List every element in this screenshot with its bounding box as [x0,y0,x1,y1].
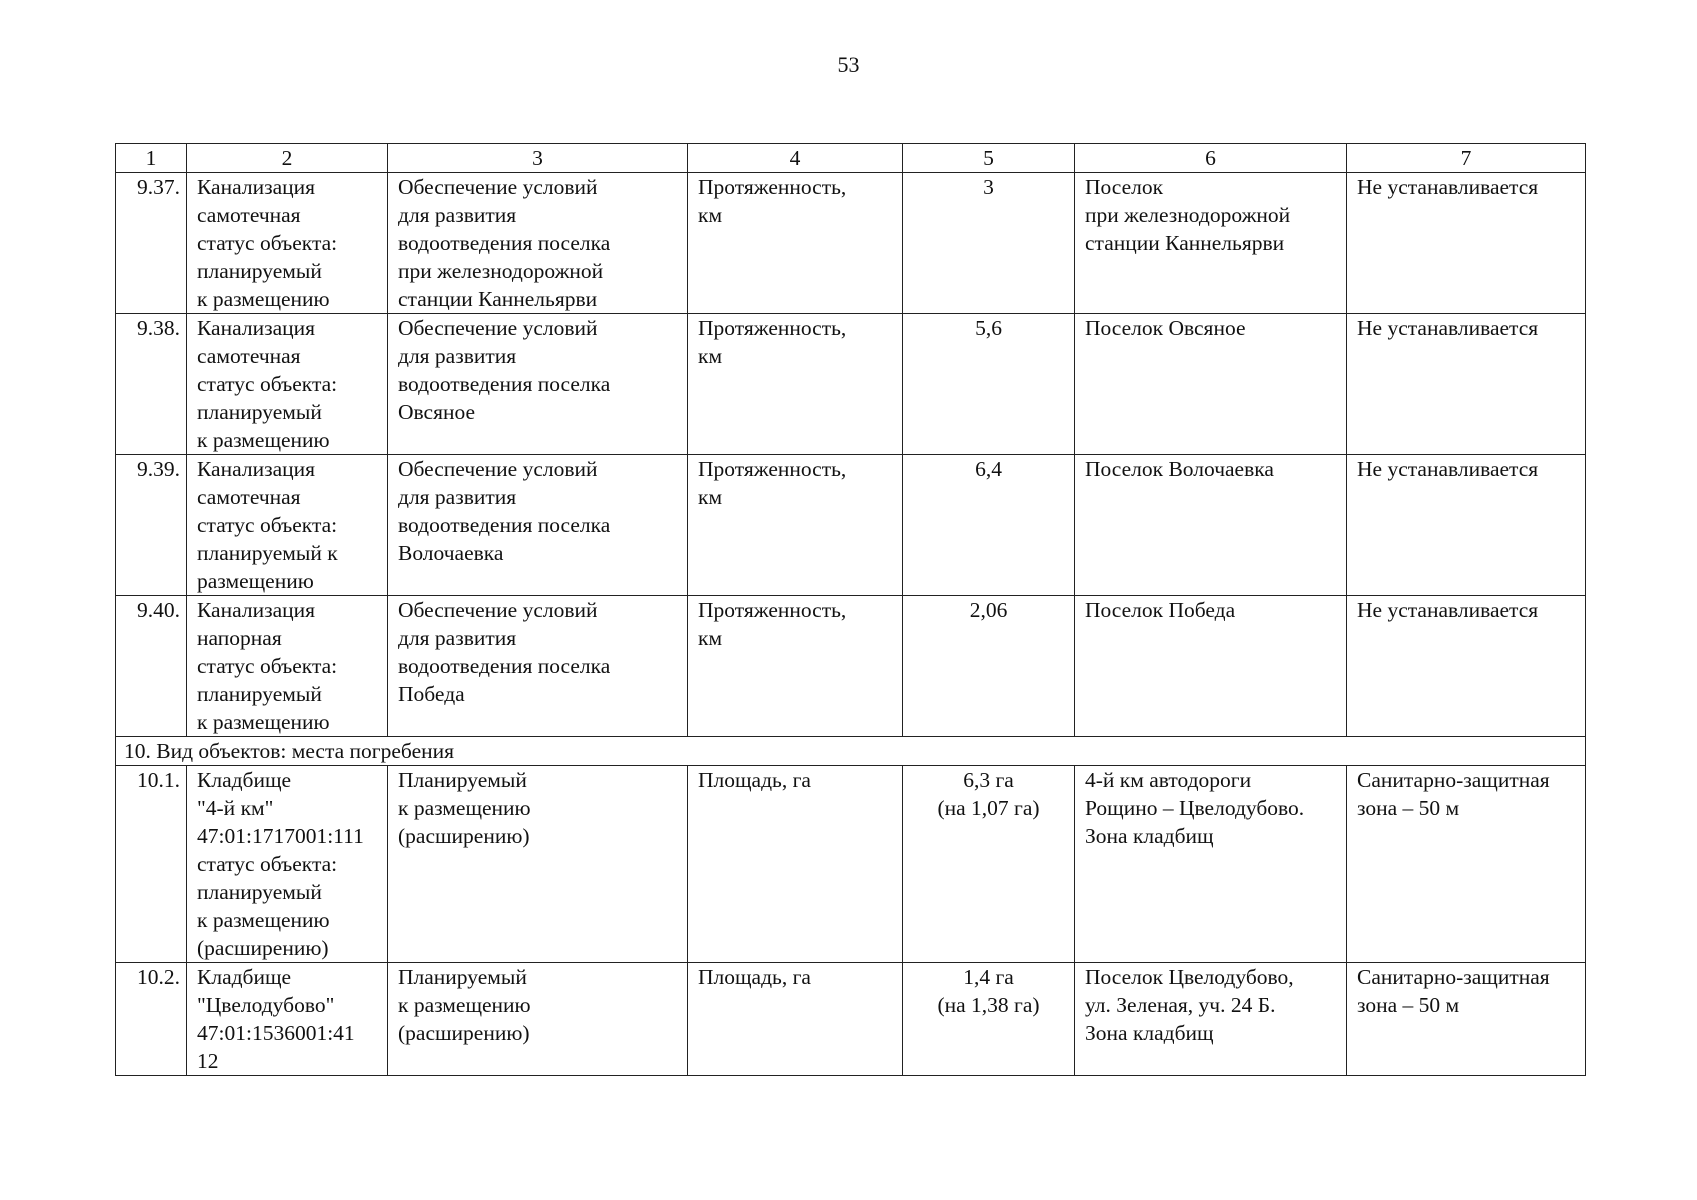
column-number-header: 7 [1347,144,1586,173]
value-cell: 6,3 га (на 1,07 га) [903,766,1075,963]
protection-zone-cell: Не устанавливается [1347,173,1586,314]
object-purpose-cell: Обеспечение условий для развития водоотведения поселка Волочаевка [388,455,688,596]
object-name-cell: Канализация самотечная статус объекта: планируемый к размещению [187,455,388,596]
characteristic-cell: Протяженность, км [688,314,903,455]
characteristic-cell: Протяженность, км [688,596,903,737]
column-number-header: 4 [688,144,903,173]
column-number-header: 1 [116,144,187,173]
column-number-header: 6 [1075,144,1347,173]
column-number-header: 3 [388,144,688,173]
object-name-cell: Канализация напорная статус объекта: планируемый к размещению [187,596,388,737]
object-purpose-cell: Обеспечение условий для развития водоотведения поселка Победа [388,596,688,737]
object-purpose-cell: Обеспечение условий для развития водоотведения поселка Овсяное [388,314,688,455]
object-purpose-cell: Обеспечение условий для развития водоотведения поселка при железнодорожной станции Каннельярви [388,173,688,314]
table-row [116,455,1586,596]
location-cell: Поселок Волочаевка [1075,455,1347,596]
row-number-cell: 9.40. [116,596,187,737]
table-row [116,173,1586,314]
table-row [116,766,1586,963]
value-cell: 2,06 [903,596,1075,737]
row-number-cell: 9.37. [116,173,187,314]
location-cell: Поселок при железнодорожной станции Каннельярви [1075,173,1347,314]
value-cell: 6,4 [903,455,1075,596]
object-purpose-cell: Планируемый к размещению (расширению) [388,766,688,963]
protection-zone-cell: Санитарно-защитная зона – 50 м [1347,963,1586,1076]
location-cell: Поселок Цвелодубово, ул. Зеленая, уч. 24 Б. Зона кладбищ [1075,963,1347,1076]
characteristic-cell: Протяженность, км [688,455,903,596]
location-cell: 4-й км автодороги Рощино – Цвелодубово. Зона кладбищ [1075,766,1347,963]
column-number-header: 2 [187,144,388,173]
row-number-cell: 9.38. [116,314,187,455]
table-row [116,963,1586,1076]
column-number-row [116,144,1586,173]
table-row [116,596,1586,737]
protection-zone-cell: Не устанавливается [1347,314,1586,455]
object-name-cell: Кладбище "Цвелодубово" 47:01:1536001:41 12 [187,963,388,1076]
location-cell: Поселок Овсяное [1075,314,1347,455]
protection-zone-cell: Не устанавливается [1347,455,1586,596]
objects-table [115,143,1586,1076]
row-number-cell: 10.2. [116,963,187,1076]
row-number-cell: 10.1. [116,766,187,963]
protection-zone-cell: Не устанавливается [1347,596,1586,737]
section-title: 10. Вид объектов: места погребения [116,737,1586,766]
object-purpose-cell: Планируемый к размещению (расширению) [388,963,688,1076]
object-name-cell: Канализация самотечная статус объекта: планируемый к размещению [187,314,388,455]
value-cell: 1,4 га (на 1,38 га) [903,963,1075,1076]
row-number-cell: 9.39. [116,455,187,596]
location-cell: Поселок Победа [1075,596,1347,737]
characteristic-cell: Площадь, га [688,766,903,963]
characteristic-cell: Площадь, га [688,963,903,1076]
value-cell: 5,6 [903,314,1075,455]
value-cell: 3 [903,173,1075,314]
page-number: 53 [837,52,860,77]
table-row [116,314,1586,455]
column-number-header: 5 [903,144,1075,173]
section-header-row [116,737,1586,766]
protection-zone-cell: Санитарно-защитная зона – 50 м [1347,766,1586,963]
object-name-cell: Кладбище "4-й км" 47:01:1717001:111 статус объекта: планируемый к размещению (расширению) [187,766,388,963]
characteristic-cell: Протяженность, км [688,173,903,314]
object-name-cell: Канализация самотечная статус объекта: планируемый к размещению [187,173,388,314]
